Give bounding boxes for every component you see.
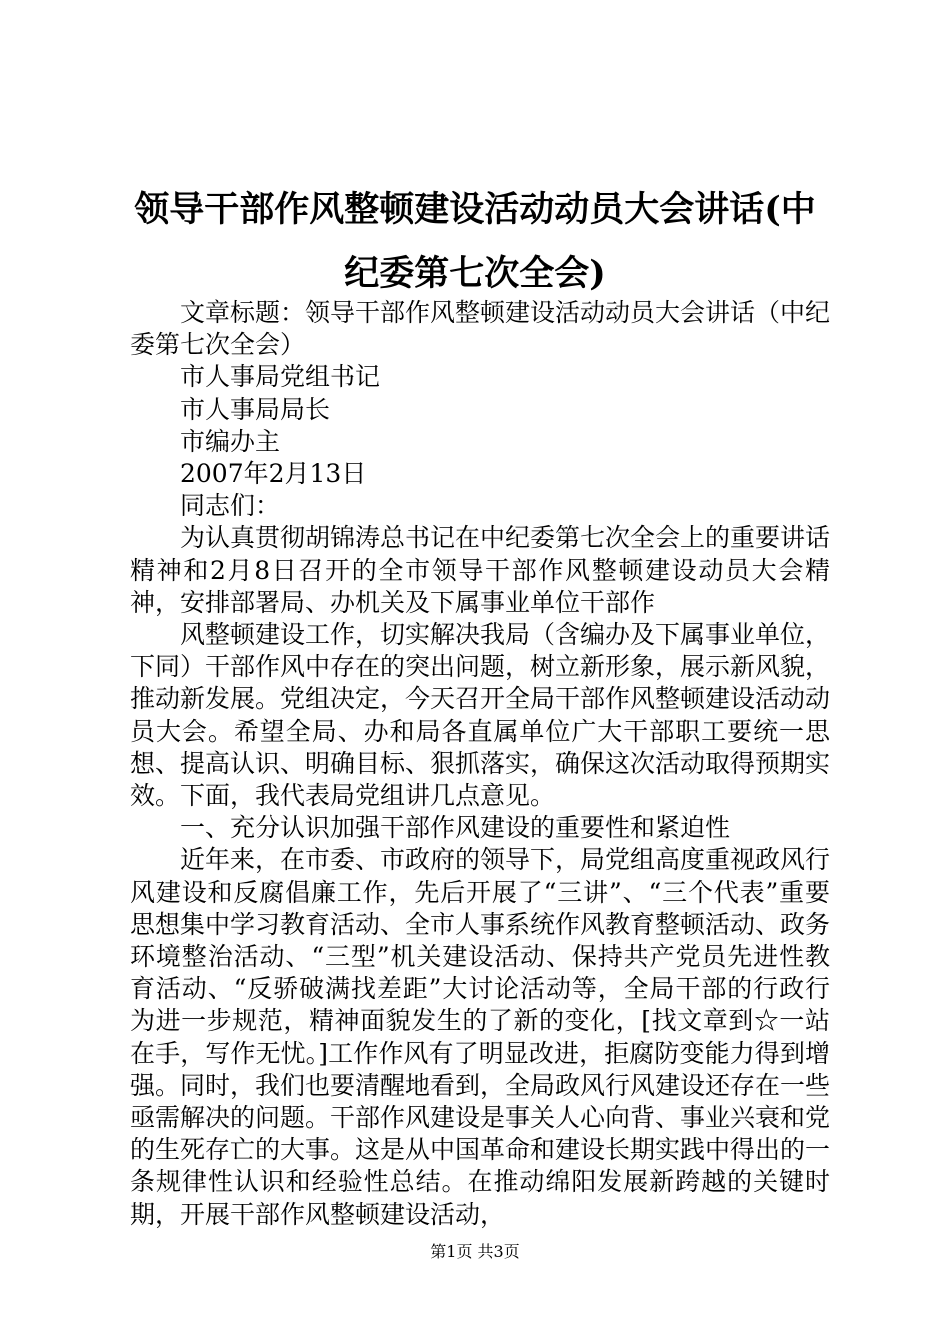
page-footer: 第1页 共3页 [430,1242,520,1261]
paragraph-bureau-director: 市人事局局长 [180,394,331,424]
paragraph-intro: 为认真贯彻胡锦涛总书记在中纪委第七次全会上的重要讲话精神和2月8日召开的全市领导干部作风整顿建设动员大会精神，安排部署局、办机关及下属事业单位干部作 [130,523,831,617]
paragraph-party-secretary: 市人事局党组书记 [180,362,381,392]
section-heading-1: 一、充分认识加强干部作风建设的重要性和紧迫性 [180,813,731,843]
document-title: 领导干部作风整顿建设活动动员大会讲话(中纪委第七次全会) [134,189,816,294]
document-body [130,297,830,1231]
paragraph-section-1: 近年来，在市委、市政府的领导下，局党组高度重视政风行风建设和反腐倡廉工作，先后开展了“三讲”、“三个代表”重要思想集中学习教育活动、全市人事系统作风教育整顿活动、政务环境整治活动、“三型”机关建设活动、保持共产党员先进性教育活动、“反骄破满找差距”大讨论活动等，全局干部的行政行为进一步规范，精神面貌发生的了新的变化，[找文章到☆一站在手，写作无忧。]工作作风有了明显改进，拒腐防变能力得到增强。同时，我们也要清醒地看到，全局政风行风建设还存在一些亟需解决的问题。干部作风建设是事关人心向背、事业兴衰和党的生死存亡的大事。这是从中国革命和建设长期实践中得出的一条规律性认识和经验性总结。在推动绵阳发展新跨越的关键时期，开展干部作风整顿建设活动， [130,845,831,1229]
paragraph-salutation: 同志们： [180,491,281,521]
paragraph-article-title: 文章标题：领导干部作风整顿建设活动动员大会讲话（中纪委第七次全会） [130,298,831,360]
paragraph-date: 2007年2月13日 [180,459,367,489]
paragraph-purpose: 风整顿建设工作，切实解决我局（含编办及下属事业单位，下同）干部作风中存在的突出问题，树立新形象，展示新风貌，推动新发展。党组决定，今天召开全局干部作风整顿建设活动动员大会。希望全局、办和局各直属单位广大干部职工要统一思想、提高认识、明确目标、狠抓落实，确保这次活动取得预期实效。下面，我代表局党组讲几点意见。 [130,620,831,811]
paragraph-office-head: 市编办主 [180,426,281,456]
